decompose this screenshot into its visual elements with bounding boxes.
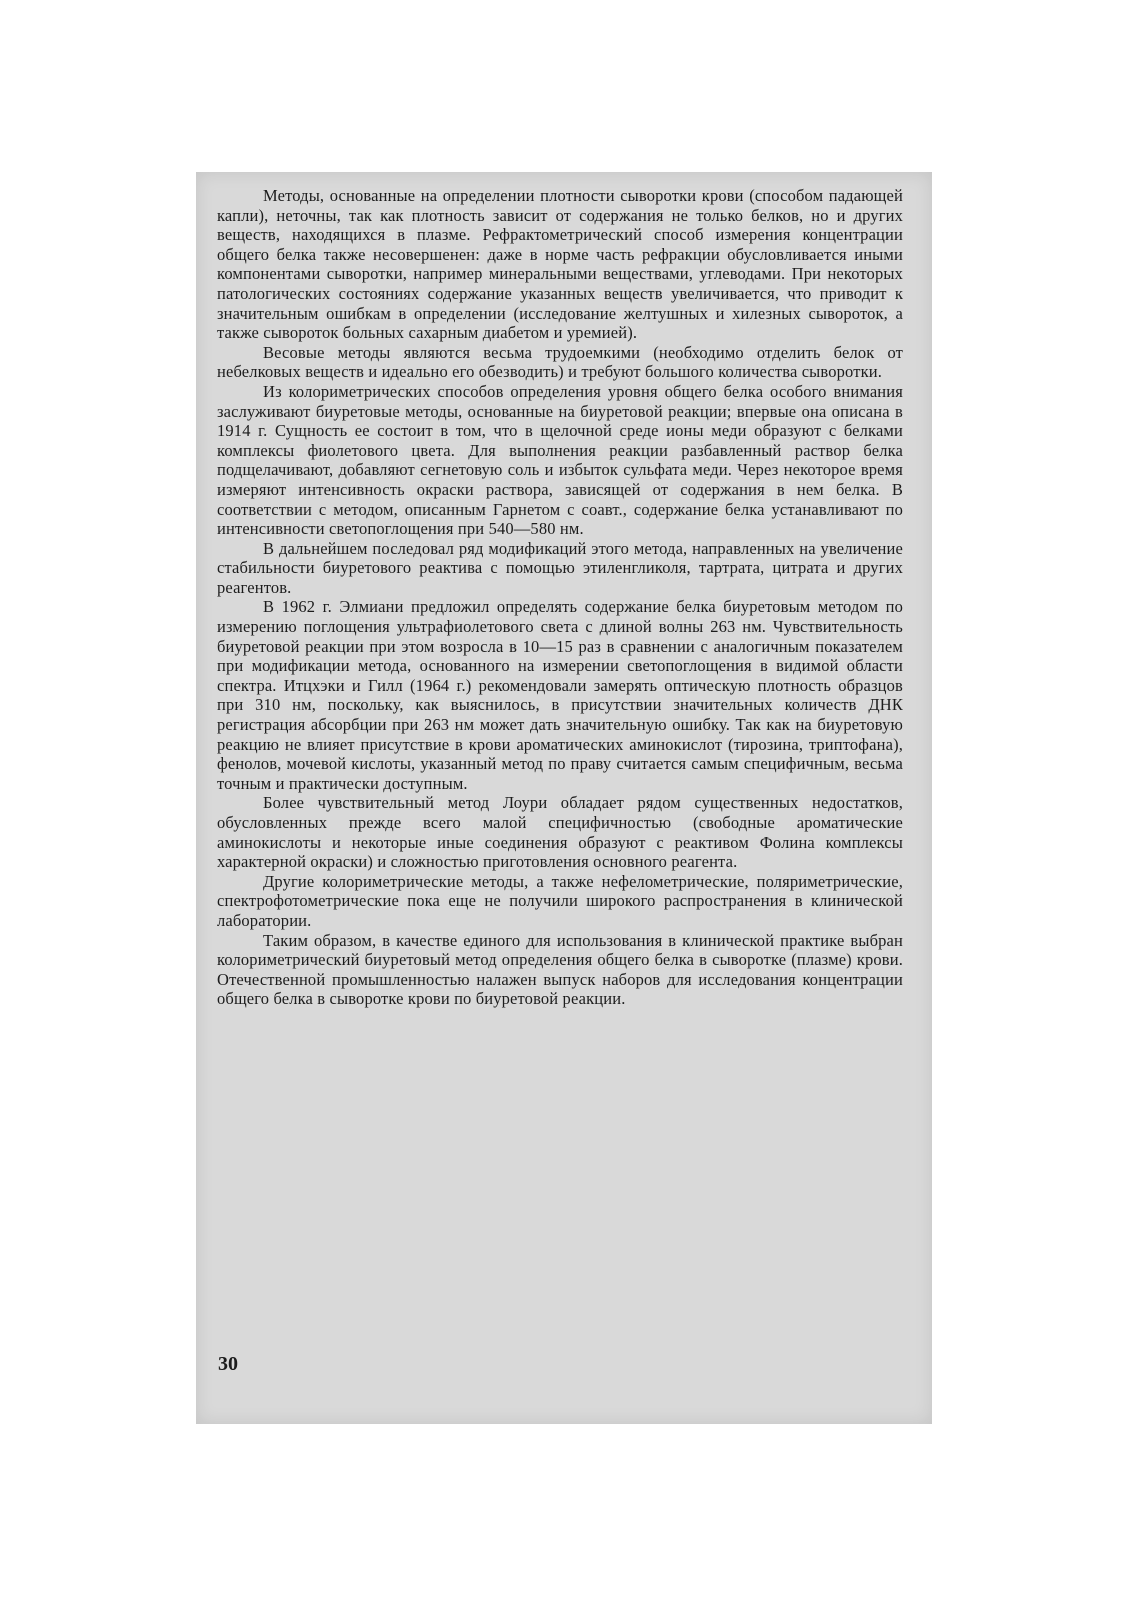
paragraph-7: Другие колориметрические методы, а также нефелометрические, поляриметрические, спектрофотометрические пока еще не получили широкого распространения в клинической лаборатории. <box>217 871 903 930</box>
page-number: 30 <box>218 1353 238 1375</box>
paragraph-6: Более чувствительный метод Лоури обладает рядом существенных недостатков, обусловленных прежде всего малой специфичностью (свободные ароматические аминокислоты и некоторые иные соединения образуют с реактивом Фолина комплексы характерной окраски) и сложностью приготовления основного реагента. <box>217 793 903 872</box>
paragraph-4: В дальнейшем последовал ряд модификаций этого метода, направленных на увеличение стабильности биуретового реактива с помощью этиленгликоля, тартрата, цитрата и других реагентов. <box>217 538 903 597</box>
paragraph-2: Весовые методы являются весьма трудоемкими (необходимо отделить белок от небелковых веществ и идеально его обезводить) и требуют большого количества сыворотки. <box>217 342 903 382</box>
paragraph-8: Таким образом, в качестве единого для использования в клинической практике выбран колориметрический биуретовый метод определения общего белка в сыворотке (плазме) крови. Отечественной промышленностью налажен выпуск наборов для исследования концентрации общего белка в сыворотке крови по биуретовой реакции. <box>217 930 903 1009</box>
book-page <box>196 172 932 1424</box>
body-text <box>217 186 903 1009</box>
paragraph-5: В 1962 г. Элмиани предложил определять содержание белка биуретовым методом по измерению поглощения ультрафиолетового света с длиной волны 263 нм. Чувствительность биуретовой реакции при этом возросла в 10—15 раз в сравнении с аналогичным показателем при модификации метода, основанного на измерении светопоглощения в видимой области спектра. Итцхэки и Гилл (1964 г.) рекомендовали замерять оптическую плотность образцов при 310 нм, поскольку, как выяснилось, в присутствии значительных количеств ДНК регистрация абсорбции при 263 нм может дать значительную ошибку. Так как на биуретовую реакцию не влияет присутствие в крови ароматических аминокислот (тирозина, триптофана), фенолов, мочевой кислоты, указанный метод по праву считается самым специфичным, весьма точным и практически доступным. <box>217 597 903 793</box>
paragraph-3: Из колориметрических способов определения уровня общего белка особого внимания заслуживают биуретовые методы, основанные на биуретовой реакции; впервые она описана в 1914 г. Сущность ее состоит в том, что в щелочной среде ионы меди образуют с белками комплексы фиолетового цвета. Для выполнения реакции разбавленный раствор белка подщелачивают, добавляют сегнетовую соль и избыток сульфата меди. Через некоторое время измеряют интенсивность окраски раствора, зависящей от содержания в нем белка. В соответствии с методом, описанным Гарнетом с соавт., содержание белка устанавливают по интенсивности светопоглощения при 540—580 нм. <box>217 381 903 539</box>
paragraph-1: Методы, основанные на определении плотности сыворотки крови (способом падающей капли), неточны, так как плотность зависит от содержания не только белков, но и других веществ, находящихся в плазме. Рефрактометрический способ измерения концентрации общего белка также несовершенен: даже в норме часть рефракции обусловливается иными компонентами сыворотки, например минеральными веществами, углеводами. При некоторых патологических состояниях содержание указанных веществ увеличивается, что приводит к значительным ошибкам в определении (исследование желтушных и хилезных сывороток, а также сывороток больных сахарным диабетом и уремией). <box>217 186 903 343</box>
